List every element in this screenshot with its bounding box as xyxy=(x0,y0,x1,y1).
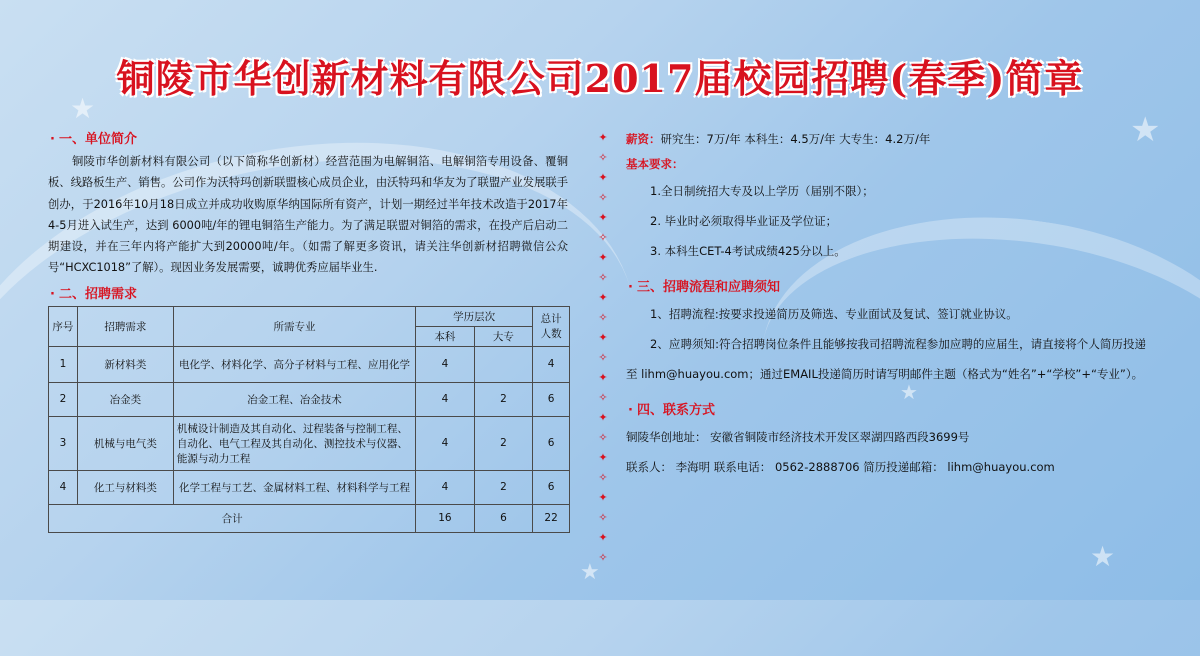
ornament-icon: ✦ xyxy=(598,291,608,304)
section-heading-text: 四、联系方式 xyxy=(636,403,715,418)
bullet-icon: · xyxy=(628,280,633,295)
ornament-icon: ✦ xyxy=(598,491,608,504)
ornament-icon: ✦ xyxy=(598,331,608,344)
table-sum-row xyxy=(49,504,570,532)
requirement-item: 2. 毕业时必须取得毕业证及学位证； xyxy=(650,214,838,228)
ornament-icon: ✦ xyxy=(598,171,608,184)
cell-total: 4 xyxy=(533,346,570,382)
cell-major: 化学工程与工艺、金属材料工程、材料科学与工程 xyxy=(173,470,415,504)
requirement-item: 3. 本科生CET-4考试成绩425分以上。 xyxy=(650,244,846,258)
ornament-icon: ✧ xyxy=(598,151,608,164)
salary-line xyxy=(626,128,1146,151)
bullet-icon: · xyxy=(628,403,633,418)
application-notice-text: 2、应聘须知:符合招聘岗位条件且能够按我司招聘流程参加应聘的应届生，请直接将个人简历投递至 lihm@huayou.com；通过EMAIL投递简历时请写明邮件主题（格式为“姓名”+“学校”+“专业”）。 xyxy=(626,337,1146,381)
cell-demand: 冶金类 xyxy=(77,382,173,416)
cell-bachelor: 4 xyxy=(416,382,475,416)
left-column xyxy=(48,128,568,533)
cell-bachelor: 4 xyxy=(416,346,475,382)
cell-total: 6 xyxy=(533,416,570,470)
ornament-icon: ✧ xyxy=(598,551,608,564)
cell-junior: 2 xyxy=(474,416,532,470)
decorative-divider xyxy=(596,128,610,568)
cell-total: 6 xyxy=(533,382,570,416)
header-edu: 学历层次 xyxy=(416,306,533,326)
cell-sum-total: 22 xyxy=(533,504,570,532)
header-no: 序号 xyxy=(49,306,78,346)
ornament-icon: ✦ xyxy=(598,451,608,464)
contact-info: 联系人： 李海明 联系电话： 0562-2888706 简历投递邮箱： lihm@huayou.com xyxy=(626,460,1055,474)
ornament-icon: ✦ xyxy=(598,251,608,264)
cell-sum-junior: 6 xyxy=(474,504,532,532)
cell-demand: 机械与电气类 xyxy=(77,416,173,470)
ornament-icon: ✧ xyxy=(598,471,608,484)
cell-junior xyxy=(474,346,532,382)
ornament-icon: ✧ xyxy=(598,431,608,444)
company-intro-text: 铜陵市华创新材料有限公司（以下简称华创新材）经营范围为电解铜箔、电解铜箔专用设备、覆铜板、线路板生产、销售。公司作为沃特玛创新联盟核心成员企业，由沃特玛和华友为了联盟产业发展联手创办，于2016年10月18日成立并成功收购原华纳国际所有资产，计划一期经过半年技术改造于2017年4-5月进入试生产，达到 6000吨/年的锂电铜箔生产能力。为了满足联盟对铜箔的需求，在投产后启动二期建设，并在三年内将产能扩大到20000吨/年。（如需了解更多资讯，请关注华创新材招聘微信公众号“HCXC1018”了解）。现因业务发展需要，诚聘优秀应届毕业生. xyxy=(48,155,568,275)
cell-bachelor: 4 xyxy=(416,416,475,470)
cell-total: 6 xyxy=(533,470,570,504)
header-demand: 招聘需求 xyxy=(77,306,173,346)
header-total: 总计人数 xyxy=(533,306,570,346)
cell-major: 电化学、材料化学、高分子材料与工程、应用化学 xyxy=(173,346,415,382)
header-junior: 大专 xyxy=(474,326,532,346)
salary-text: 研究生：7万/年 本科生：4.5万/年 大专生：4.2万/年 xyxy=(660,132,931,146)
ornament-icon: ✧ xyxy=(598,311,608,324)
cell-junior: 2 xyxy=(474,382,532,416)
cell-no: 2 xyxy=(49,382,78,416)
ornament-icon: ✦ xyxy=(598,531,608,544)
star-decoration: ★ xyxy=(70,92,96,125)
section-heading-demand xyxy=(50,283,568,302)
right-column xyxy=(626,128,1146,482)
ornament-icon: ✦ xyxy=(598,131,608,144)
recruitment-table xyxy=(48,306,570,533)
table-row xyxy=(49,382,570,416)
cell-demand: 化工与材料类 xyxy=(77,470,173,504)
section-heading-text: 二、招聘需求 xyxy=(58,286,137,302)
star-decoration: ★ xyxy=(1130,110,1161,150)
cell-demand: 新材料类 xyxy=(77,346,173,382)
page-title: 铜陵市华创新材料有限公司2017届校园招聘(春季)简章 xyxy=(116,56,1084,101)
ornament-icon: ✧ xyxy=(598,271,608,284)
ornament-icon: ✧ xyxy=(598,191,608,204)
requirement-item: 1.全日制统招大专及以上学历（届别不限）； xyxy=(650,184,874,198)
table-row xyxy=(49,416,570,470)
cell-major: 机械设计制造及其自动化、过程装备与控制工程、自动化、电气工程及其自动化、测控技术与仪器、能源与动力工程 xyxy=(173,416,415,470)
bullet-icon: · xyxy=(50,286,55,302)
section-heading-contact xyxy=(628,399,1146,418)
star-decoration: ★ xyxy=(900,380,918,404)
ornament-icon: ✦ xyxy=(598,211,608,224)
header-major: 所需专业 xyxy=(173,306,415,346)
cell-no: 3 xyxy=(49,416,78,470)
salary-label: 薪资： xyxy=(626,132,661,146)
cell-sum-bachelor: 16 xyxy=(416,504,475,532)
section-heading-text: 一、单位简介 xyxy=(58,132,137,147)
cell-no: 1 xyxy=(49,346,78,382)
requirements-label: 基本要求： xyxy=(626,157,684,171)
section-heading-text: 三、招聘流程和应聘须知 xyxy=(636,280,780,295)
ornament-icon: ✦ xyxy=(598,411,608,424)
contact-address: 铜陵华创地址： 安徽省铜陵市经济技术开发区翠湖四路西段3699号 xyxy=(626,430,970,444)
ornament-icon: ✦ xyxy=(598,371,608,384)
bullet-icon: · xyxy=(50,132,55,147)
cell-junior: 2 xyxy=(474,470,532,504)
header-bachelor: 本科 xyxy=(416,326,475,346)
star-decoration: ★ xyxy=(1090,540,1116,573)
table-row xyxy=(49,346,570,382)
cell-bachelor: 4 xyxy=(416,470,475,504)
star-decoration: ★ xyxy=(580,560,600,585)
cell-no: 4 xyxy=(49,470,78,504)
process-flow-text: 1、招聘流程:按要求投递简历及筛选、专业面试及复试、签订就业协议。 xyxy=(650,307,1018,321)
ornament-icon: ✧ xyxy=(598,231,608,244)
ornament-icon: ✧ xyxy=(598,351,608,364)
cell-sum-label: 合计 xyxy=(49,504,416,532)
ornament-icon: ✧ xyxy=(598,511,608,524)
table-row xyxy=(49,470,570,504)
table-header-row xyxy=(49,306,570,326)
section-heading-intro xyxy=(50,128,568,147)
section-heading-process xyxy=(628,276,1146,295)
ornament-icon: ✧ xyxy=(598,391,608,404)
cell-major: 冶金工程、冶金技术 xyxy=(173,382,415,416)
